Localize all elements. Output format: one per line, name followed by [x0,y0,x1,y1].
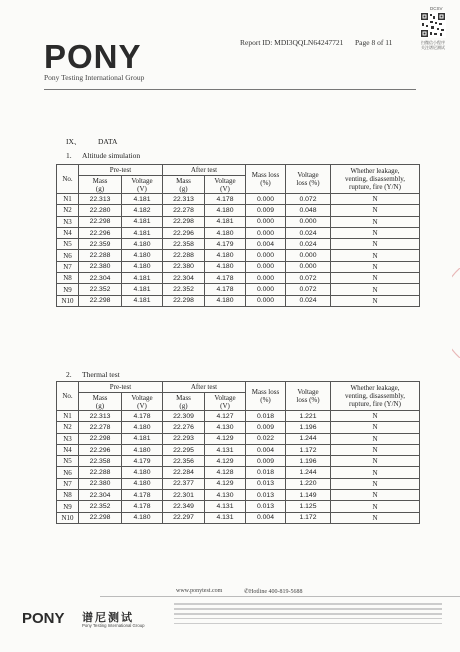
after-mass-cell: 22.309 [163,411,205,422]
section-heading: IX、 DATA [66,137,118,146]
header-divider [44,89,416,90]
voltage-loss-cell: 0.000 [286,216,331,227]
after-mass-cell: 22.298 [163,295,205,306]
result-cell: N [331,467,420,478]
voltage-loss-cell: 1.220 [286,478,331,489]
table-row [57,295,420,306]
mass-loss-cell: 0.018 [246,467,286,478]
col-after-test: After test [163,382,246,393]
table-row [57,433,420,444]
pre-mass-cell: 22.380 [79,261,122,272]
col-after-voltage: Voltage (V) [205,176,246,194]
after-mass-cell: 22.298 [163,216,205,227]
corner-code: DCSV [430,6,443,11]
pre-voltage-cell: 4.180 [122,422,163,433]
after-mass-cell: 22.304 [163,273,205,284]
after-voltage-cell: 4.178 [205,194,246,205]
table-row [57,490,420,501]
col-after-mass: Mass (g) [163,393,205,411]
voltage-loss-cell: 0.024 [286,227,331,238]
col-whether: Whether leakage, venting, disassembly, rupture, fire (Y/N) [331,165,420,194]
qr-code-icon [420,12,446,38]
table-row [57,227,420,238]
after-voltage-cell: 4.179 [205,239,246,250]
mass-loss-cell: 0.000 [246,194,286,205]
after-mass-cell: 22.295 [163,444,205,455]
col-pre-voltage: Voltage (V) [122,393,163,411]
pre-mass-cell: 22.359 [79,239,122,250]
pre-mass-cell: 22.298 [79,295,122,306]
pre-voltage-cell: 4.181 [122,284,163,295]
after-voltage-cell: 4.127 [205,411,246,422]
voltage-loss-cell: 1.172 [286,512,331,523]
pre-voltage-cell: 4.181 [122,194,163,205]
mass-loss-cell: 0.009 [246,456,286,467]
col-whether: Whether leakage, venting, disassembly, rupture, fire (Y/N) [331,382,420,411]
pre-mass-cell: 22.280 [79,205,122,216]
pre-mass-cell: 22.288 [79,467,122,478]
row-no-cell: N3 [57,216,79,227]
pre-mass-cell: 22.304 [79,490,122,501]
pre-voltage-cell: 4.182 [122,205,163,216]
pre-mass-cell: 22.380 [79,478,122,489]
pre-voltage-cell: 4.181 [122,273,163,284]
row-no-cell: N9 [57,501,79,512]
table-row [57,284,420,295]
after-mass-cell: 22.276 [163,422,205,433]
page-number: Page 8 of 11 [355,38,393,47]
after-voltage-cell: 4.131 [205,444,246,455]
after-mass-cell: 22.293 [163,433,205,444]
pre-voltage-cell: 4.180 [122,512,163,523]
table-row [57,205,420,216]
voltage-loss-cell: 1.244 [286,467,331,478]
table-row [57,250,420,261]
col-voltage-loss: Voltage loss (%) [286,165,331,194]
altitude-simulation-table [56,164,420,307]
after-voltage-cell: 4.180 [205,295,246,306]
mass-loss-cell: 0.004 [246,512,286,523]
after-mass-cell: 22.296 [163,227,205,238]
after-voltage-cell: 4.129 [205,478,246,489]
col-voltage-loss: Voltage loss (%) [286,382,331,411]
mass-loss-cell: 0.013 [246,490,286,501]
pre-voltage-cell: 4.179 [122,456,163,467]
col-pre-mass: Mass (g) [79,393,122,411]
voltage-loss-cell: 1.125 [286,501,331,512]
after-mass-cell: 22.278 [163,205,205,216]
after-mass-cell: 22.380 [163,261,205,272]
col-pre-voltage: Voltage (V) [122,176,163,194]
col-after-voltage: Voltage (V) [205,393,246,411]
voltage-loss-cell: 0.024 [286,239,331,250]
row-no-cell: N6 [57,467,79,478]
voltage-loss-cell: 1.244 [286,433,331,444]
voltage-loss-cell: 0.024 [286,295,331,306]
row-no-cell: N1 [57,411,79,422]
after-mass-cell: 22.358 [163,239,205,250]
result-cell: N [331,433,420,444]
voltage-loss-cell: 0.000 [286,261,331,272]
voltage-loss-cell: 0.000 [286,250,331,261]
row-no-cell: N8 [57,273,79,284]
result-cell: N [331,295,420,306]
table-row [57,512,420,523]
result-cell: N [331,444,420,455]
footer-divider [100,596,460,597]
table-row [57,422,420,433]
test-1-title: 1. Altitude simulation [66,151,141,160]
pre-mass-cell: 22.298 [79,433,122,444]
pre-mass-cell: 22.313 [79,194,122,205]
row-no-cell: N10 [57,512,79,523]
row-no-cell: N4 [57,444,79,455]
col-after-test: After test [163,165,246,176]
mass-loss-cell: 0.013 [246,478,286,489]
mass-loss-cell: 0.000 [246,295,286,306]
pre-voltage-cell: 4.178 [122,490,163,501]
table-row [57,239,420,250]
voltage-loss-cell: 1.172 [286,444,331,455]
pre-mass-cell: 22.313 [79,411,122,422]
after-voltage-cell: 4.180 [205,205,246,216]
pony-logo: PONY [44,38,142,75]
voltage-loss-cell: 1.196 [286,422,331,433]
row-no-cell: N1 [57,194,79,205]
result-cell: N [331,227,420,238]
pre-mass-cell: 22.352 [79,284,122,295]
pre-voltage-cell: 4.181 [122,216,163,227]
table-row [57,261,420,272]
test-2-title: 2. Thermal test [66,370,120,379]
mass-loss-cell: 0.000 [246,284,286,295]
pre-voltage-cell: 4.178 [122,501,163,512]
after-voltage-cell: 4.181 [205,216,246,227]
after-mass-cell: 22.313 [163,194,205,205]
mass-loss-cell: 0.000 [246,273,286,284]
mass-loss-cell: 0.004 [246,444,286,455]
after-voltage-cell: 4.128 [205,467,246,478]
footer-logo-cn: 谱尼测试 [82,612,134,624]
pre-mass-cell: 22.352 [79,501,122,512]
pre-voltage-cell: 4.180 [122,478,163,489]
after-voltage-cell: 4.178 [205,273,246,284]
footer-website[interactable]: www.ponytest.com [176,588,223,594]
row-no-cell: N7 [57,261,79,272]
table-row [57,478,420,489]
row-no-cell: N4 [57,227,79,238]
thermal-test-table [56,381,420,524]
footer-hotline: ✆Hotline 400-819-5688 [244,589,303,595]
after-mass-cell: 22.356 [163,456,205,467]
after-voltage-cell: 4.178 [205,284,246,295]
footer-company-name: Pony Testing International Group [82,623,145,628]
table-row [57,216,420,227]
result-cell: N [331,250,420,261]
after-mass-cell: 22.377 [163,478,205,489]
pre-mass-cell: 22.298 [79,216,122,227]
table-row [57,456,420,467]
mass-loss-cell: 0.018 [246,411,286,422]
qr-caption: 扫微信小程序 关注谱尼测试 [421,40,445,50]
table-row [57,467,420,478]
row-no-cell: N2 [57,205,79,216]
after-voltage-cell: 4.180 [205,227,246,238]
col-no: No. [57,382,79,411]
pre-mass-cell: 22.304 [79,273,122,284]
mass-loss-cell: 0.000 [246,250,286,261]
voltage-loss-cell: 0.048 [286,205,331,216]
result-cell: N [331,478,420,489]
row-no-cell: N5 [57,456,79,467]
row-no-cell: N6 [57,250,79,261]
pre-voltage-cell: 4.180 [122,261,163,272]
after-mass-cell: 22.301 [163,490,205,501]
col-mass-loss: Mass loss (%) [246,165,286,194]
mass-loss-cell: 0.013 [246,501,286,512]
after-mass-cell: 22.352 [163,284,205,295]
result-cell: N [331,239,420,250]
mass-loss-cell: 0.004 [246,239,286,250]
voltage-loss-cell: 0.072 [286,273,331,284]
result-cell: N [331,501,420,512]
table-row [57,501,420,512]
col-after-mass: Mass (g) [163,176,205,194]
after-voltage-cell: 4.131 [205,512,246,523]
pre-voltage-cell: 4.181 [122,433,163,444]
pre-voltage-cell: 4.180 [122,467,163,478]
table-row [57,444,420,455]
table-row [57,194,420,205]
report-id: Report ID: MDI3QQLN64247721 [240,38,344,47]
pre-voltage-cell: 4.178 [122,411,163,422]
voltage-loss-cell: 0.072 [286,194,331,205]
row-no-cell: N7 [57,478,79,489]
result-cell: N [331,456,420,467]
seal-stamp-edge [452,268,460,358]
mass-loss-cell: 0.009 [246,422,286,433]
voltage-loss-cell: 1.196 [286,456,331,467]
after-voltage-cell: 4.129 [205,456,246,467]
result-cell: N [331,194,420,205]
result-cell: N [331,512,420,523]
pre-mass-cell: 22.298 [79,512,122,523]
voltage-loss-cell: 1.149 [286,490,331,501]
table-row [57,411,420,422]
mass-loss-cell: 0.000 [246,261,286,272]
col-pre-test: Pre-test [79,165,163,176]
row-no-cell: N3 [57,433,79,444]
result-cell: N [331,205,420,216]
result-cell: N [331,422,420,433]
after-voltage-cell: 4.180 [205,250,246,261]
after-mass-cell: 22.288 [163,250,205,261]
result-cell: N [331,273,420,284]
pre-mass-cell: 22.296 [79,444,122,455]
col-pre-test: Pre-test [79,382,163,393]
result-cell: N [331,490,420,501]
pre-voltage-cell: 4.180 [122,444,163,455]
col-mass-loss: Mass loss (%) [246,382,286,411]
mass-loss-cell: 0.000 [246,216,286,227]
pre-mass-cell: 22.288 [79,250,122,261]
row-no-cell: N9 [57,284,79,295]
pre-mass-cell: 22.358 [79,456,122,467]
table-row [57,273,420,284]
after-voltage-cell: 4.130 [205,422,246,433]
after-voltage-cell: 4.129 [205,433,246,444]
after-mass-cell: 22.297 [163,512,205,523]
after-voltage-cell: 4.131 [205,501,246,512]
voltage-loss-cell: 1.221 [286,411,331,422]
row-no-cell: N10 [57,295,79,306]
after-voltage-cell: 4.130 [205,490,246,501]
row-no-cell: N8 [57,490,79,501]
voltage-loss-cell: 0.072 [286,284,331,295]
pre-voltage-cell: 4.181 [122,227,163,238]
pre-voltage-cell: 4.181 [122,295,163,306]
result-cell: N [331,216,420,227]
result-cell: N [331,261,420,272]
company-name: Pony Testing International Group [44,73,145,82]
pre-mass-cell: 22.296 [79,227,122,238]
footer-branch-contacts [174,600,442,638]
footer-logo: PONY [22,610,65,627]
row-no-cell: N5 [57,239,79,250]
result-cell: N [331,411,420,422]
col-no: No. [57,165,79,194]
after-mass-cell: 22.284 [163,467,205,478]
result-cell: N [331,284,420,295]
after-mass-cell: 22.349 [163,501,205,512]
after-voltage-cell: 4.180 [205,261,246,272]
col-pre-mass: Mass (g) [79,176,122,194]
mass-loss-cell: 0.009 [246,205,286,216]
mass-loss-cell: 0.000 [246,227,286,238]
pre-voltage-cell: 4.180 [122,250,163,261]
row-no-cell: N2 [57,422,79,433]
mass-loss-cell: 0.022 [246,433,286,444]
pre-mass-cell: 22.278 [79,422,122,433]
pre-voltage-cell: 4.180 [122,239,163,250]
